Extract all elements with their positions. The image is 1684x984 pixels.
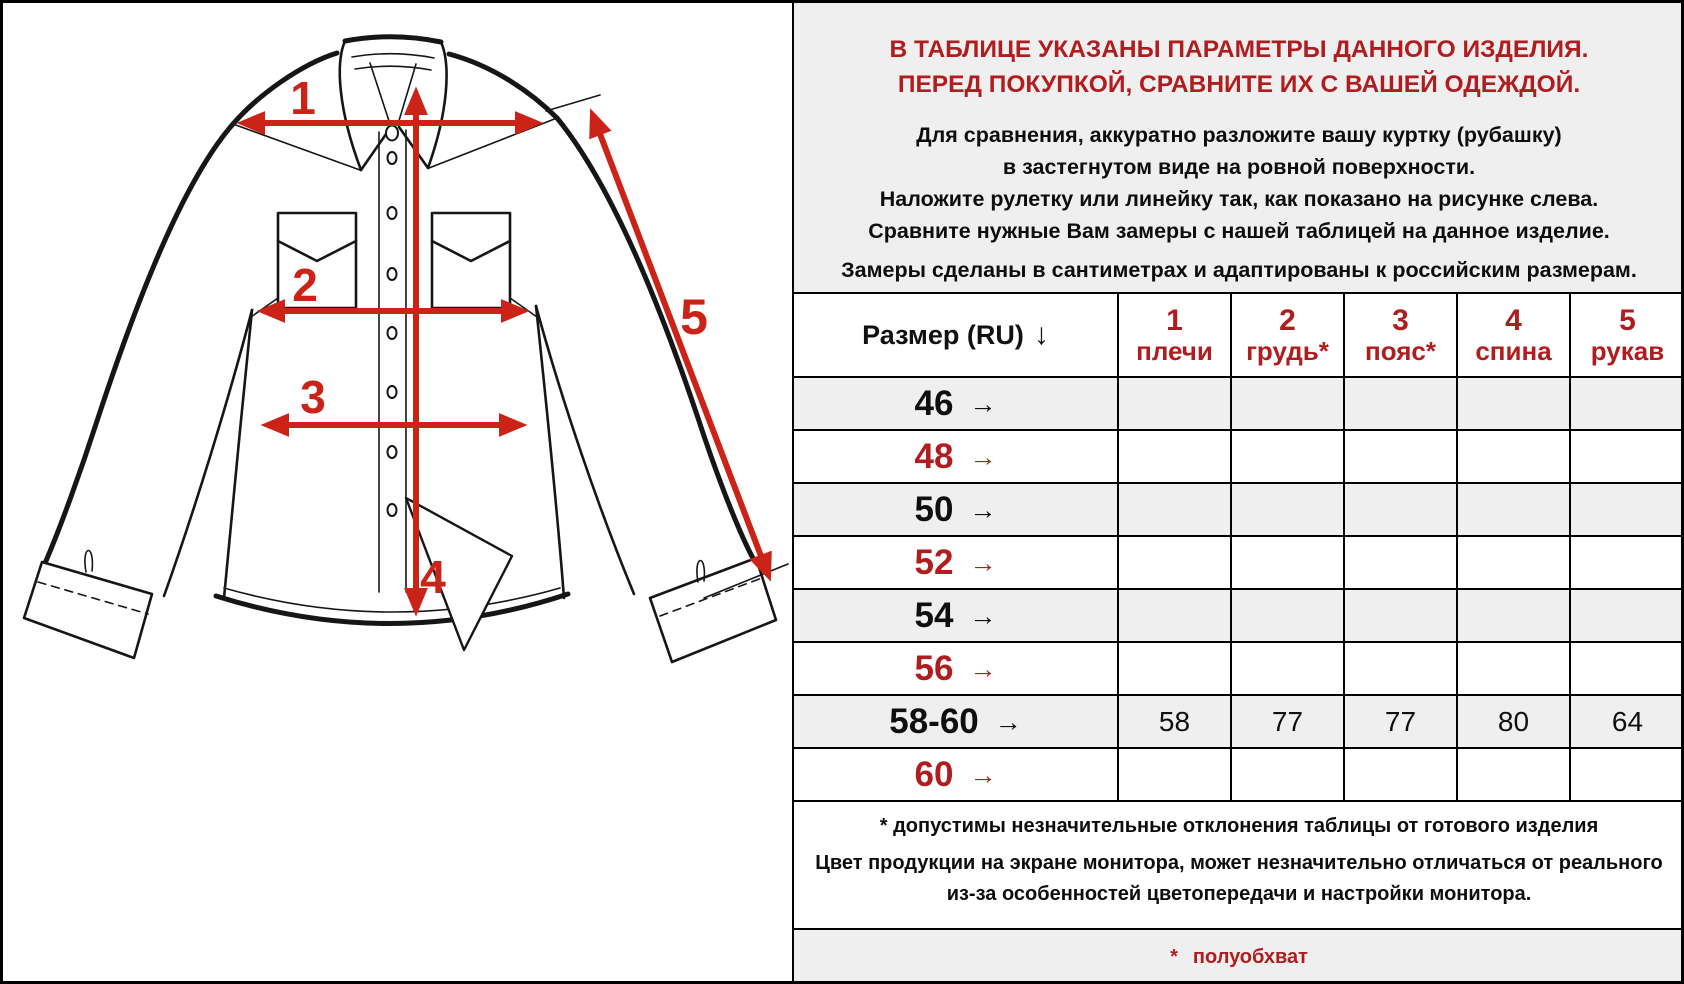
measurement-cell (1232, 537, 1345, 590)
measurement-cell (1119, 431, 1232, 484)
measurement-cell (1119, 590, 1232, 643)
measurement-cell: 64 (1571, 696, 1684, 749)
size-cell (794, 696, 1119, 749)
right-arrow-icon: → (969, 601, 997, 631)
measurement-cell (1571, 590, 1684, 643)
measurement-cell: 77 (1232, 696, 1345, 749)
measurement-cell (1571, 643, 1684, 696)
measurement-cell (1345, 378, 1458, 431)
column-header-4: 4 спина (1458, 294, 1571, 378)
size-cell (794, 590, 1119, 643)
measurement-cell (1119, 378, 1232, 431)
size-label: 54 (914, 595, 954, 635)
measure-arrow-5 (600, 134, 761, 556)
measurement-cell (1232, 431, 1345, 484)
size-header-label: Размер (RU) (862, 319, 1024, 350)
intro-title-line: ПЕРЕД ПОКУПКОЙ, СРАВНИТЕ ИХ С ВАШЕЙ ОДЕЖДОЙ. (897, 71, 1581, 98)
size-label: 48 (914, 436, 954, 476)
measurement-cell (1458, 643, 1571, 696)
info-panel (792, 0, 1684, 984)
arrow-label-2: 2 (292, 259, 318, 311)
measurement-cell (1119, 643, 1232, 696)
size-cell (794, 378, 1119, 431)
down-arrow-icon: ↓ (1033, 318, 1049, 352)
size-label: 52 (914, 542, 954, 582)
right-arrow-icon: → (969, 495, 997, 525)
measurement-cell (1458, 378, 1571, 431)
intro-body-line: в застегнутом виде на ровной поверхности. (1002, 155, 1476, 179)
shirt-diagram (0, 0, 792, 984)
measurement-cell: 77 (1345, 696, 1458, 749)
size-label: 50 (914, 489, 954, 529)
measurement-cell (1119, 537, 1232, 590)
asterisk: * (1170, 945, 1178, 968)
footnotes-block (794, 802, 1684, 930)
size-column-header (794, 294, 1119, 378)
size-cell (794, 537, 1119, 590)
collar-left (340, 41, 361, 170)
intro-block (794, 0, 1684, 294)
right-arrow-icon: → (969, 548, 997, 578)
size-label: 56 (914, 648, 954, 688)
measurement-cell (1571, 484, 1684, 537)
measurement-cell: 80 (1458, 696, 1571, 749)
arrow-label-5: 5 (680, 289, 708, 345)
measurement-cell (1571, 749, 1684, 802)
intro-body-line: Для сравнения, аккуратно разложите вашу куртку (рубашку) (916, 123, 1562, 147)
intro-title (794, 32, 1684, 102)
intro-instructions (794, 119, 1684, 247)
measurement-cell (1345, 537, 1458, 590)
column-header-5: 5 рукав (1571, 294, 1684, 378)
measurement-cell (1458, 431, 1571, 484)
column-header-1: 1 плечи (1119, 294, 1232, 378)
right-arrow-icon: → (969, 442, 997, 472)
size-cell (794, 484, 1119, 537)
intro-body-line: Наложите рулетку или линейку так, как показано на рисунке слева. (879, 187, 1599, 211)
left-sleeve-outline (42, 124, 233, 570)
size-cell (794, 643, 1119, 696)
measurement-cell (1232, 590, 1345, 643)
measurement-cell (1119, 749, 1232, 802)
measurement-cell (1345, 590, 1458, 643)
intro-title-line: В ТАБЛИЦЕ УКАЗАНЫ ПАРАМЕТРЫ ДАННОГО ИЗДЕЛИЯ. (889, 36, 1589, 63)
measurement-cell (1458, 749, 1571, 802)
collar-right (428, 42, 447, 168)
size-label: 46 (914, 383, 954, 423)
measurement-cell (1232, 643, 1345, 696)
shirt-outline (24, 37, 788, 662)
measurement-cell (1232, 749, 1345, 802)
arrow-label-4: 4 (420, 551, 446, 603)
arrow-label-1: 1 (290, 72, 316, 124)
intro-body-line: Сравните нужные Вам замеры с нашей таблицей на данное изделие. (868, 219, 1610, 243)
column-header-3: 3 пояс* (1345, 294, 1458, 378)
measurement-cell (1571, 378, 1684, 431)
buttons (386, 126, 398, 517)
right-arrow-icon: → (969, 760, 997, 790)
right-cuff (650, 558, 776, 662)
intro-note: Замеры сделаны в сантиметрах и адаптированы к российским размерам. (841, 258, 1637, 282)
half-girth-label: полуобхват (1192, 945, 1308, 968)
column-header-2: 2 грудь* (1232, 294, 1345, 378)
right-arrow-icon: → (969, 654, 997, 684)
size-cell (794, 431, 1119, 484)
right-arrow-icon: → (969, 389, 997, 419)
measurement-cell (1345, 431, 1458, 484)
size-table (794, 294, 1684, 802)
measurement-cell (1119, 484, 1232, 537)
size-label: 60 (914, 754, 954, 794)
measurement-cell: 58 (1119, 696, 1232, 749)
size-label: 58-60 (889, 701, 979, 741)
measurement-cell (1458, 484, 1571, 537)
measurement-cell (1232, 378, 1345, 431)
footnote-color: Цвет продукции на экране монитора, может незначительно отличаться от реального из-за особенностей цветопередачи и настройки монитора. (815, 852, 1663, 905)
measurement-cell (1232, 484, 1345, 537)
right-arrow-icon: → (994, 707, 1022, 737)
half-girth-note (794, 930, 1684, 984)
measurement-cell (1458, 590, 1571, 643)
measurement-cell (1345, 484, 1458, 537)
measurement-cell (1571, 537, 1684, 590)
right-sleeve-outline (557, 118, 756, 564)
measurement-cell (1458, 537, 1571, 590)
measurement-cell (1571, 431, 1684, 484)
measurement-cell (1345, 643, 1458, 696)
size-cell (794, 749, 1119, 802)
footnote-deviation: * допустимы незначительные отклонения таблицы от готового изделия (879, 815, 1599, 837)
measurement-cell (1345, 749, 1458, 802)
arrow-label-3: 3 (300, 371, 326, 423)
